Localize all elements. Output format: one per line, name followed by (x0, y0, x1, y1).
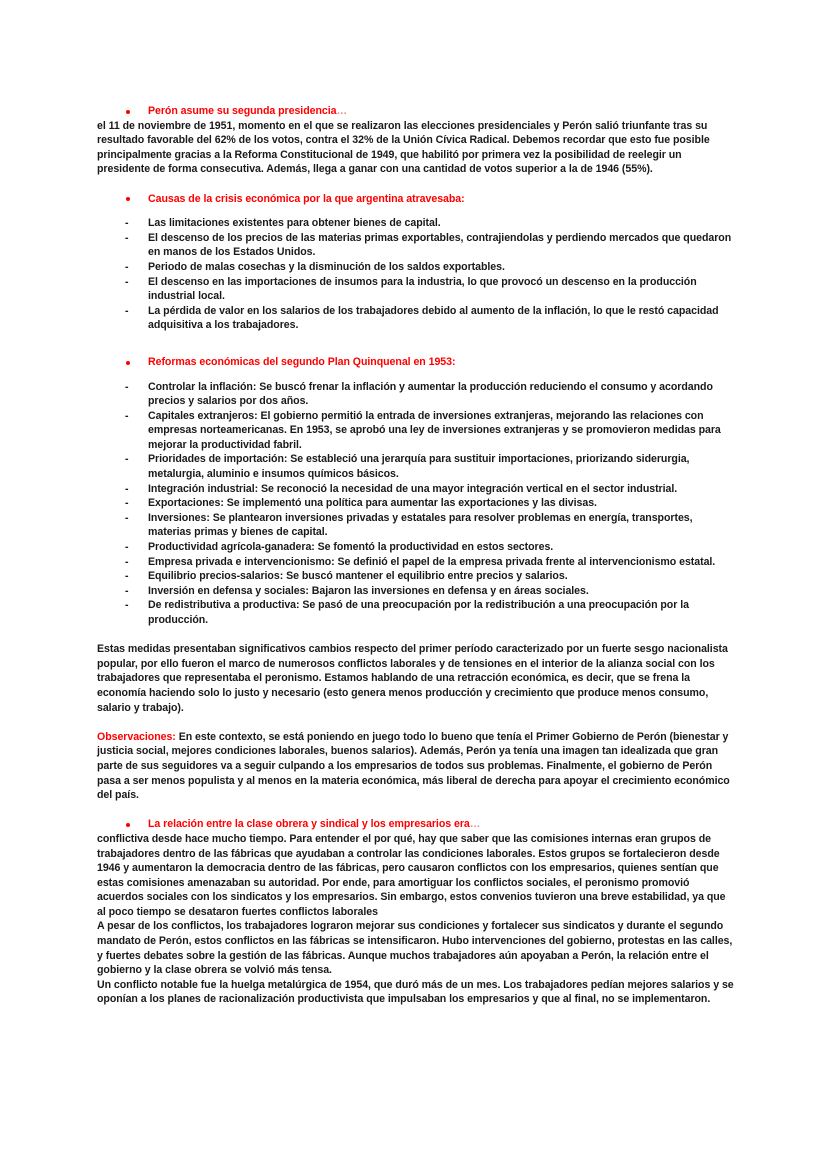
list-item (97, 569, 737, 584)
dash-bullet-icon: - (125, 555, 129, 568)
document-body (97, 104, 737, 1007)
list-item-label: Capitales extranjeros: El gobierno permitió la entrada de inversiones extranjeras, mejorando las relaciones con empresas norteamericanas. En 1953, se aprobó una ley de inversiones extranjeras y se promovieron medidas para mejorar la productividad fabril. (148, 409, 721, 451)
paragraph-conclusion: Estas medidas presentaban significativos cambios respecto del primer período caracterizado por un fuerte sesgo nacionalista popular, por ello fueron el marco de numerosos conflictos laborales y de tensiones en el interior de la alianza social con los trabajadores que representaba el peronismo. Estamos hablando de una retracción económica, es decir, que se frena la economía haciendo solo lo justo y necesario (esto genera menos producción y crecimiento que produce menos consumo, salario y trabajo). (97, 643, 728, 714)
list-item (97, 496, 737, 511)
heading-relacion-clase-obrera (97, 817, 737, 832)
dash-bullet-icon: - (125, 231, 129, 244)
spacer (97, 370, 737, 380)
paragraph-presidencia: el 11 de noviembre de 1951, momento en el que se realizaron las elecciones presidenciales y Perón salió triunfante tras su resultado favorable del 62% de los votos, contra el 32% de la Unión Cívica Radical. Debemos recordar que esto fue posible principalmente gracias a la Reforma Constitucional de 1949, que habilitó por primera vez la posibilidad de reelegir un presidente de forma consecutiva. Además, llega a ganar con una cantidad de votos superior a la de 1946 (55%). (97, 119, 710, 176)
list-causas-crisis (97, 216, 737, 333)
list-item-label: Exportaciones: Se implementó una política para aumentar las exportaciones y las divisas. (148, 497, 597, 510)
list-item-label: Equilibrio precios-salarios: Se buscó mantener el equilibrio entre precios y salarios. (148, 570, 568, 583)
dash-bullet-icon: - (125, 511, 129, 524)
dash-bullet-icon: - (125, 217, 129, 230)
bullet-dot-icon (126, 361, 130, 365)
observaciones-label: Observaciones: (97, 730, 176, 743)
heading-label: Causas de la crisis económica por la que argentina atravesaba: (148, 192, 465, 205)
list-item-label: El descenso en las importaciones de insumos para la industria, lo que provocó un descenso en la producción industrial local. (148, 275, 697, 303)
heading-causas-crisis (97, 192, 737, 207)
list-item-label: El descenso de los precios de las materias primas exportables, contrajiendolas y perdiendo mercados que quedaron en manos de los Estados Unidos. (148, 231, 732, 259)
list-item (97, 482, 737, 497)
spacer (97, 177, 737, 192)
spacer (97, 206, 737, 216)
paragraph-relacion-3: Un conflicto notable fue la huelga metalúrgica de 1954, que duró más de un mes. Los trabajadores pedían mejores salarios y se oponían a los planes de racionalización productivista que impulsaban los empresarios y que al final, no se implementaron. (97, 978, 734, 1006)
list-item-label: Empresa privada e intervencionismo: Se definió el papel de la empresa privada frente al intervencionismo estatal. (148, 555, 716, 568)
bullet-dot-icon (126, 823, 130, 827)
heading-label: La relación entre la clase obrera y sindical y los empresarios era (148, 818, 470, 831)
dash-bullet-icon: - (125, 409, 129, 422)
heading-peron-segunda-presidencia (97, 104, 737, 119)
dash-bullet-icon: - (125, 541, 129, 554)
list-item (97, 231, 737, 260)
list-item (97, 275, 737, 304)
dash-bullet-icon: - (125, 497, 129, 510)
dash-bullet-icon: - (125, 570, 129, 583)
list-item-label: Prioridades de importación: Se estableció una jerarquía para sustituir importaciones, priorizando siderurgia, metalurgia, aluminio e insumos químicos básicos. (148, 453, 690, 481)
bullet-dot-icon (126, 197, 130, 201)
list-item-label: Productividad agrícola-ganadera: Se fomentó la productividad en estos sectores. (148, 541, 554, 554)
heading-label: Perón asume su segunda presidencia (148, 105, 337, 117)
paragraph-relacion-2: A pesar de los conflictos, los trabajadores lograron mejorar sus condiciones y fortalecer sus sindicatos y durante el segundo mandato de Perón, estos conflictos en las fábricas se intensificaron. Hubo intervenciones del gobierno, protestas en las calles, y fuertes debates sobre la gestión de las fábricas. Aunque muchos trabajadores aún apoyaban a Perón, la relación entre el gobierno y la clase obrera se volvió más tensa. (97, 920, 733, 977)
heading-reformas-economicas (97, 355, 737, 370)
heading-ellipsis: … (469, 818, 481, 831)
list-item-label: Inversiones: Se plantearon inversiones privadas y estatales para resolver problemas en energía, transportes, materias primas y bienes de capital. (148, 511, 693, 539)
dash-bullet-icon: - (125, 275, 129, 288)
list-item-label: La pérdida de valor en los salarios de los trabajadores debido al aumento de la inflación, lo que le restó capacidad adquisitiva a los trabajadores. (148, 304, 719, 332)
heading-ellipsis: … (336, 105, 348, 117)
list-item (97, 260, 737, 275)
dash-bullet-icon: - (125, 482, 129, 495)
observaciones-text: En este contexto, se está poniendo en juego todo lo bueno que tenía el Primer Gobierno de Perón (bienestar y justicia social, mejores condiciones laborales, buenos salarios). Además, Perón ya tenía una imagen tan idealizada que gran parte de sus seguidores va a seguir culpando a los empresarios de todos sus problemas. Finalmente, el gobierno de Perón pasa a ser menos populista y al menos en la materia económica, más liberal de derecha para apoyar el crecimiento económico del país. (97, 730, 730, 802)
paragraph-observaciones (97, 730, 737, 803)
dash-bullet-icon: - (125, 380, 129, 393)
dash-bullet-icon: - (125, 599, 129, 612)
spacer (97, 715, 737, 730)
list-reformas-economicas (97, 380, 737, 628)
paragraph-relacion-1: conflictiva desde hace mucho tiempo. Para entender el por qué, hay que saber que las comisiones internas eran grupos de trabajadores dentro de las fábricas que ayudaban a controlar las condiciones laborales. Estos grupos se fortalecieron desde 1946 y aumentaron la democracia dentro de las fábricas, pero causaron conflictos con los empresarios, quienes sentían que estas comisiones amenazaban su autoridad. Por ende, para amortiguar los conflictos sociales, el peronismo promovió acuerdos sociales con los sindicatos y los empresarios. Sin embargo, estos convenios tuvieron una breve estabilidad, ya que al poco tiempo se desataron fuertes conflictos laborales (97, 832, 726, 918)
list-item (97, 540, 737, 555)
spacer (97, 628, 737, 643)
bullet-dot-icon (126, 110, 130, 114)
list-item (97, 216, 737, 231)
dash-bullet-icon: - (125, 584, 129, 597)
list-item-label: Controlar la inflación: Se buscó frenar la inflación y aumentar la producción reduciendo el consumo y acordando precios y salarios por dos años. (148, 380, 713, 408)
list-item (97, 304, 737, 333)
list-item-label: Inversión en defensa y sociales: Bajaron las inversiones en defensa y en áreas sociales. (148, 584, 589, 597)
list-item (97, 598, 737, 627)
list-item (97, 380, 737, 409)
list-item (97, 511, 737, 540)
list-item-label: Las limitaciones existentes para obtener bienes de capital. (148, 217, 441, 230)
list-item (97, 409, 737, 453)
list-item-label: Periodo de malas cosechas y la disminución de los saldos exportables. (148, 260, 505, 273)
heading-label: Reformas económicas del segundo Plan Quinquenal en 1953: (148, 355, 456, 368)
list-item (97, 584, 737, 599)
dash-bullet-icon: - (125, 260, 129, 273)
list-item-label: Integración industrial: Se reconoció la necesidad de una mayor integración vertical en el sector industrial. (148, 482, 678, 495)
list-item-label: De redistributiva a productiva: Se pasó de una preocupación por la redistribución a una preocupación por la producción. (148, 599, 689, 626)
spacer (97, 803, 737, 818)
list-item (97, 555, 737, 570)
list-item (97, 452, 737, 481)
dash-bullet-icon: - (125, 453, 129, 466)
dash-bullet-icon: - (125, 304, 129, 317)
spacer (97, 333, 737, 355)
